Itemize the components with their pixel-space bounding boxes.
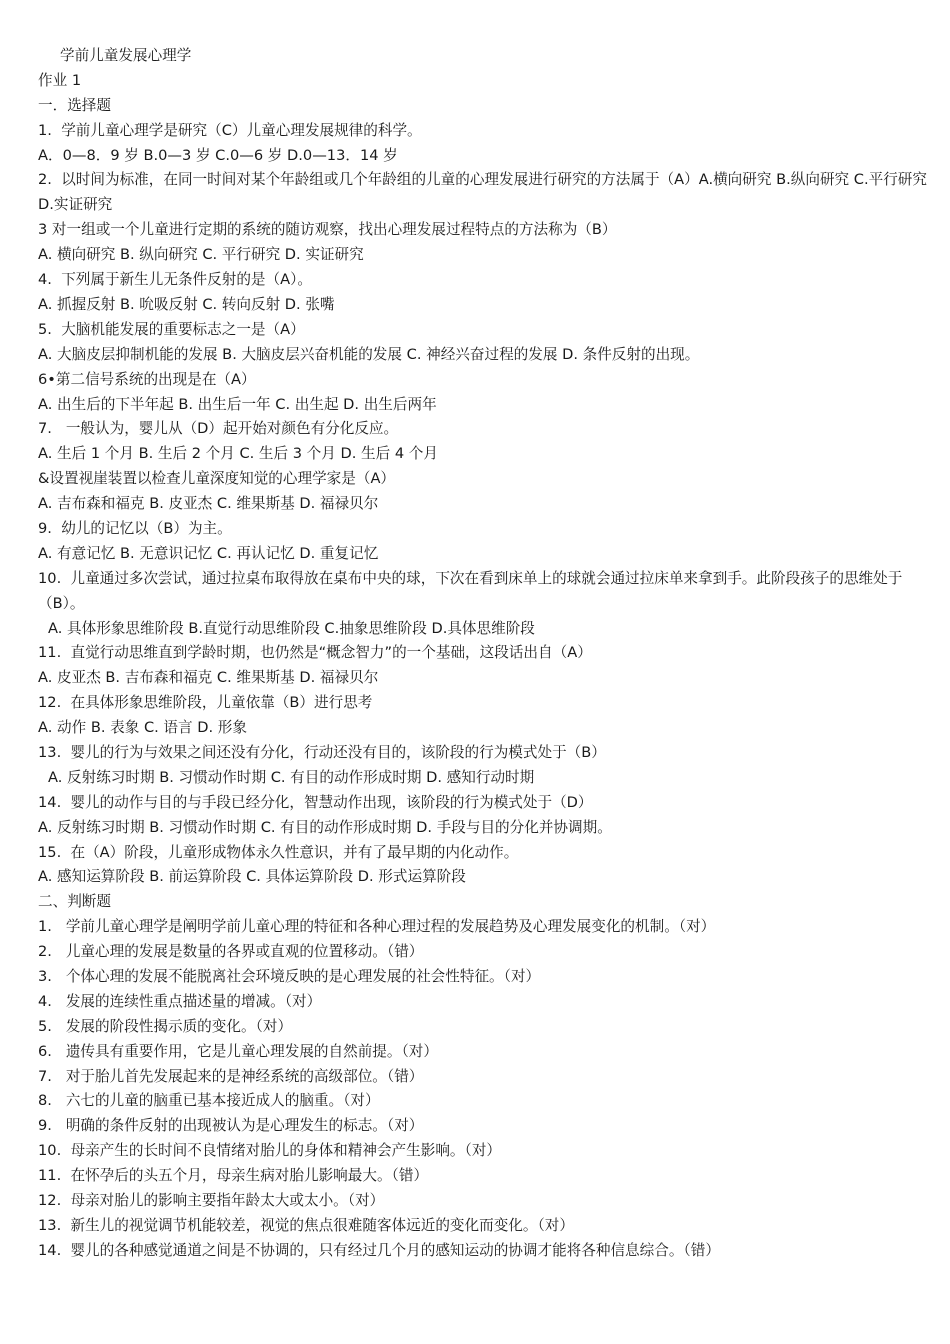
- question-14-options: A. 反射练习时期 B. 习惯动作时期 C. 有目的动作形成时期 D. 手段与目的分化并协调期。: [38, 818, 612, 836]
- question-7: 7. 一般认为，婴儿从（D）起开始对颜色有分化反应。: [38, 420, 399, 438]
- judge-item: 8. 六七的儿童的脑重已基本接近成人的脑重。（对）: [38, 1092, 380, 1110]
- judge-item: 12. 母亲对胎儿的影响主要指年龄太大或太小。（对）: [38, 1192, 385, 1210]
- question-4: 4. 下列属于新生儿无条件反射的是（A）。: [38, 271, 312, 289]
- judge-item: 5. 发展的阶段性揭示质的变化。（对）: [38, 1017, 293, 1035]
- judge-item: 10. 母亲产生的长时间不良情绪对胎儿的身体和精神会产生影响。（对）: [38, 1142, 502, 1160]
- question-5-options: A. 大脑皮层抑制机能的发展 B. 大脑皮层兴奋机能的发展 C. 神经兴奋过程的发展 D. 条件反射的出现。: [38, 345, 700, 363]
- section-heading-judge: 二、判断题: [38, 893, 111, 911]
- question-7-options: A. 生后 1 个月 B. 生后 2 个月 C. 生后 3 个月 D. 生后 4 个月: [38, 445, 438, 463]
- judge-item: 1. 学前儿童心理学是阐明学前儿童心理的特征和各种心理过程的发展趋势及心理发展变化的机制。（对）: [38, 918, 716, 936]
- question-3: 3 对一组或一个儿童进行定期的系统的随访观察，找出心理发展过程特点的方法称为（B）: [38, 221, 617, 239]
- question-3-options: A. 横向研究 B. 纵向研究 C. 平行研究 D. 实证研究: [38, 246, 364, 264]
- question-10: 10. 儿童通过多次尝试，通过拉桌布取得放在桌布中央的球，下次在看到床单上的球就会通过拉床单来拿到手。此阶段孩子的思维处于（B）。: [38, 569, 903, 612]
- judge-item: 4. 发展的连续性重点描述量的增减。（对）: [38, 992, 322, 1010]
- question-15: 15. 在（A）阶段，儿童形成物体永久性意识，并有了最早期的内化动作。: [38, 843, 519, 861]
- question-12: 12. 在具体形象思维阶段，儿童依靠（B）进行思考: [38, 694, 373, 712]
- document-title: 学前儿童发展心理学: [60, 47, 192, 64]
- question-5: 5. 大脑机能发展的重要标志之一是（A）: [38, 320, 305, 338]
- judge-item: 11. 在怀孕后的头五个月，母亲生病对胎儿影响最大。（错）: [38, 1167, 429, 1185]
- question-11-options: A. 皮亚杰 B. 吉布森和福克 C. 维果斯基 D. 福禄贝尔: [38, 669, 379, 687]
- document-page: [0, 44, 950, 1264]
- judge-item: 7. 对于胎儿首先发展起来的是神经系统的高级部位。（错）: [38, 1067, 424, 1085]
- question-12-options: A. 动作 B. 表象 C. 语言 D. 形象: [38, 719, 247, 737]
- question-1: 1. 学前儿童心理学是研究（C）儿童心理发展规律的科学。: [38, 121, 422, 139]
- section-heading-choice: 一．选择题: [38, 96, 111, 114]
- judge-item: 13. 新生儿的视觉调节机能较差，视觉的焦点很难随客体远近的变化而变化。（对）: [38, 1216, 574, 1234]
- question-6: 6•第二信号系统的出现是在（A）: [38, 370, 256, 388]
- judge-item: 6. 遗传具有重要作用，它是儿童心理发展的自然前提。（对）: [38, 1042, 438, 1060]
- question-10-options: A. 具体形象思维阶段 B.直觉行动思维阶段 C.抽象思维阶段 D.具体思维阶段: [48, 619, 535, 637]
- question-8-options: A. 吉布森和福克 B. 皮亚杰 C. 维果斯基 D. 福禄贝尔: [38, 495, 379, 513]
- question-6-options: A. 出生后的下半年起 B. 出生后一年 C. 出生起 D. 出生后两年: [38, 395, 437, 413]
- judge-item: 14. 婴儿的各种感觉通道之间是不协调的，只有经过几个月的感知运动的协调才能将各种信息综合。（错）: [38, 1241, 720, 1259]
- judge-item: 3. 个体心理的发展不能脱离社会环境反映的是心理发展的社会性特征。（对）: [38, 968, 541, 986]
- question-13: 13. 婴儿的行为与效果之间还没有分化，行动还没有目的，该阶段的行为模式处于（B）: [38, 744, 606, 761]
- question-1-options: A．0—8．9 岁 B.0—3 岁 C.0—6 岁 D.0—13．14 岁: [38, 146, 398, 164]
- question-15-options: A. 感知运算阶段 B. 前运算阶段 C. 具体运算阶段 D. 形式运算阶段: [38, 868, 466, 886]
- judge-item: 2. 儿童心理的发展是数量的各界或直观的位置移动。（错）: [38, 943, 424, 961]
- homework-label: 作业 1: [38, 71, 82, 89]
- question-2: 2. 以时间为标准，在同一时间对某个年龄组或几个年龄组的儿童的心理发展进行研究的方法属于（A）A.横向研究 B.纵向研究 C.平行研究 D.实证研究: [38, 171, 927, 214]
- question-8: &设置视崖装置以检查儿童深度知觉的心理学家是（A）: [38, 470, 396, 488]
- question-11: 11. 直觉行动思维直到学龄时期，也仍然是“概念智力”的一个基础，这段话出自（A）: [38, 644, 592, 662]
- question-9: 9. 幼儿的记忆以（B）为主。: [38, 519, 232, 537]
- judge-item: 9. 明确的条件反射的出现被认为是心理发生的标志。（对）: [38, 1117, 424, 1135]
- question-13-options: A. 反射练习时期 B. 习惯动作时期 C. 有目的动作形成时期 D. 感知行动时期: [48, 768, 535, 786]
- question-14: 14. 婴儿的动作与目的与手段已经分化，智慧动作出现，该阶段的行为模式处于（D）: [38, 793, 593, 811]
- question-9-options: A. 有意记忆 B. 无意识记忆 C. 再认记忆 D. 重复记忆: [38, 544, 379, 562]
- question-4-options: A. 抓握反射 B. 吮吸反射 C. 转向反射 D. 张嘴: [38, 295, 335, 313]
